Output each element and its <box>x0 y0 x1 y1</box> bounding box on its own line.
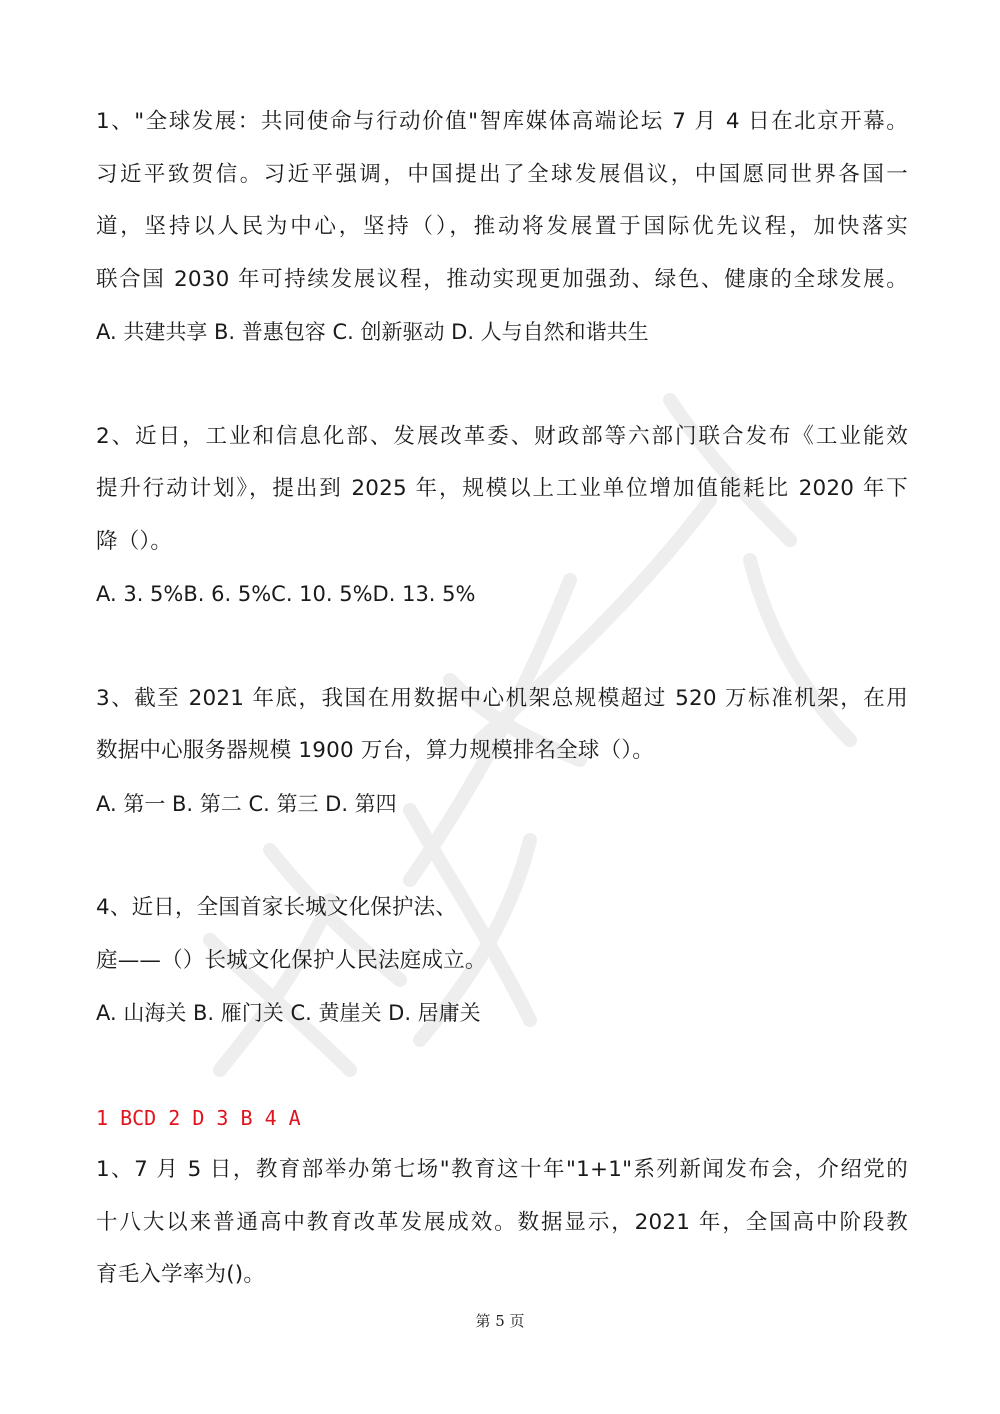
question-4-line-2: 庭——（）长城文化保护人民法庭成立。 <box>96 947 487 973</box>
question-3-line-1: 3、截至 2021 年底，我国在用数据中心机架总规模超过 520 万标准机架，在用 <box>96 685 908 711</box>
next-question-line-1: 1、7 月 5 日，教育部举办第七场"教育这十年"1+1"系列新闻发布会，介绍党的 <box>96 1157 908 1182</box>
question-4-line-1: 4、近日，全国首家长城文化保护法、 <box>96 895 458 920</box>
next-question <box>96 1144 908 1302</box>
next-question-line-2: 十八大以来普通高中教育改革发展成效。数据显示，2021 年，全国高中阶段教 <box>96 1209 908 1235</box>
question-3-options: A. 第一 B. 第二 C. 第三 D. 第四 <box>96 791 397 816</box>
question-1 <box>96 96 908 359</box>
spacer <box>96 359 908 411</box>
question-4 <box>96 882 908 1040</box>
question-4-options: A. 山海关 B. 雁门关 C. 黄崖关 D. 居庸关 <box>96 1001 481 1025</box>
question-2 <box>96 411 908 621</box>
spacer <box>96 621 908 673</box>
question-1-options: A. 共建共享 B. 普惠包容 C. 创新驱动 D. 人与自然和谐共生 <box>96 320 649 344</box>
spacer <box>96 830 908 882</box>
question-1-line-2: 习近平致贺信。习近平强调，中国提出了全球发展倡议，中国愿同世界各国一 <box>96 161 908 187</box>
question-2-options: A. 3. 5%B. 6. 5%C. 10. 5%D. 13. 5% <box>96 582 476 606</box>
question-2-line-1: 2、近日，工业和信息化部、发展改革委、财政部等六部门联合发布《工业能效 <box>96 423 908 449</box>
question-1-line-1: 1、"全球发展：共同使命与行动价值"智库媒体高端论坛 7 月 4 日在北京开幕。 <box>96 109 908 134</box>
page-number: 第 5 页 <box>475 1312 525 1330</box>
question-3-line-2: 数据中心服务器规模 1900 万台，算力规模排名全球（）。 <box>96 738 654 763</box>
spacer <box>96 1040 908 1092</box>
question-2-line-2: 提升行动计划》，提出到 2025 年，规模以上工业单位增加值能耗比 2020 年下 <box>96 476 908 501</box>
question-1-line-4: 联合国 2030 年可持续发展议程，推动实现更加强劲、绿色、健康的全球发展。 <box>96 266 908 292</box>
answer-key: 1 BCD 2 D 3 B 4 A <box>96 1105 301 1130</box>
question-1-line-3: 道，坚持以人民为中心，坚持（），推动将发展置于国际优先议程，加快落实 <box>96 214 908 239</box>
document-body <box>96 96 908 1302</box>
question-3 <box>96 673 908 831</box>
question-2-line-3: 降（）。 <box>96 528 173 554</box>
next-question-line-3: 育毛入学率为()。 <box>96 1262 266 1287</box>
